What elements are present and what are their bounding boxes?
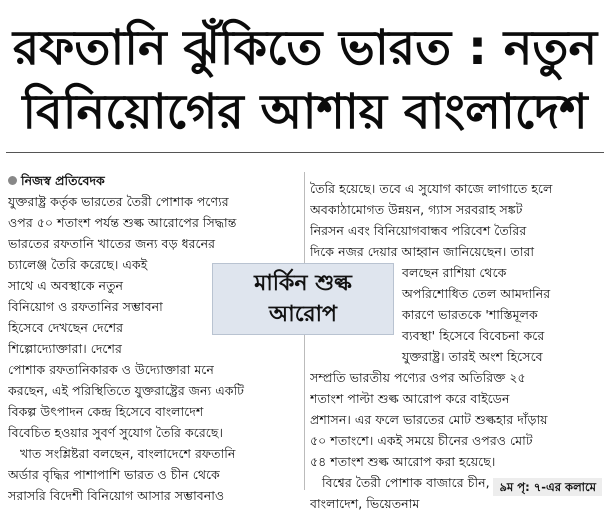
text-line: যুক্তরাষ্ট্র কর্তৃক ভারতের তৈরী পোশাক পণ্যের [8,194,229,209]
text-line: অবকাঠামোগত উন্নয়ন, গ্যাস সরবরাহ সঙ্কট [310,202,523,217]
text-line: বিশ্বের তৈরী পোশাক বাজারে চীন, [322,475,490,490]
byline-text: নিজস্ব প্রতিবেদক [21,173,105,188]
text-line: ৫০ শতাংশে। একই সময়ে চীনের ওপরও মোট [310,433,533,448]
pull-quote-line-2: আরোপ [269,302,337,327]
text-line: ভারতের রফতানি খাতের জন্য বড় ধরনের [8,236,216,251]
text-line: তৈরি হয়েছে। তবে এ সুযোগ কাজে লাগাতে হলে [310,181,553,196]
bullet-icon [8,176,17,185]
headline-line-1: রফতানি ঝুঁকিতে ভারত : নতুন [12,20,598,76]
text-line: ব্যবস্থা' হিসেবে বিবেচনা করে [402,328,545,343]
text-line: করছেন, এই পরিস্থিতিতে যুক্তরাষ্ট্রের জন্য একটি [8,383,245,398]
text-line: বিকল্প উৎপাদন কেন্দ্র হিসেবে বাংলাদেশ [8,404,204,419]
text-line: সরাসরি বিদেশী বিনিয়োগ আসার সম্ভাবনাও [8,488,225,503]
text-line: নিরসন এবং বিনিয়োগবান্ধব পরিবেশ তৈরির [310,223,527,238]
text-line: খাত সংশ্লিষ্টরা বলছেন, বাংলাদেশে রফতানি [20,446,236,461]
text-line: শতাংশ পাল্টা শুল্ক আরোপ করে বাইডেন [310,391,510,406]
text-line: সম্প্রতি ভারতীয় পণ্যের ওপর অতিরিক্ত ২৫ [310,370,526,385]
text-line: বাংলাদেশ, ভিয়েতনাম [310,496,420,511]
text-line: বিনিয়োগ ও রফতানির সম্ভাবনা [8,299,163,314]
text-line: কারণে ভারতকে 'শাস্তিমূলক [402,307,538,322]
byline [8,170,300,191]
pull-quote-line-1: মার্কিন শুল্ক [254,271,352,296]
text-line: ৫৪ শতাংশ শুল্ক আরোপ করা হয়েছে। [310,454,496,469]
text-line: যুক্তরাষ্ট্র। তারই অংশ হিসেবে [402,349,543,364]
text-line: দিকে নজর দেয়ার আহ্বান জানিয়েছেন। তারা [310,244,535,259]
headline-line-2: বিনিয়োগের আশায় বাংলাদেশ [22,84,588,140]
headline-divider [6,152,604,153]
text-line: সাথে এ অবস্থাকে নতুন [8,278,124,293]
text-line: চ্যালেঞ্জ তৈরি করেছে। একই [8,257,148,272]
pull-quote [212,263,394,335]
text-line: প্রশাসন। এর ফলে ভারতের মোট শুল্কহার দাঁড়ায় [310,412,548,427]
continuation-note: ৯ম পৃ: ৭-এর কলামে [493,478,602,496]
right-column [310,178,604,514]
text-line: ওপর ৫০ শতাংশ পর্যন্ত শুল্ক আরোপের সিদ্ধান্ত [8,215,237,230]
text-line: বিবেচিত হওয়ার সুবর্ণ সুযোগ তৈরি করেছে। [8,425,223,440]
text-line: শিল্পোদ্যোক্তারা। দেশের [8,341,122,356]
text-line: অর্ডার বৃদ্ধির পাশাপাশি ভারত ও চীন থেকে [8,467,220,482]
text-line: হিসেবে দেখছেন দেশের [8,320,124,335]
text-line: অপরিশোধিত তেল আমদানির [402,286,551,301]
text-line: পোশাক রফতানিকারক ও উদ্যোক্তারা মনে [8,362,214,377]
left-column [8,170,300,506]
text-line: বলছেন রাশিয়া থেকে [402,265,507,280]
